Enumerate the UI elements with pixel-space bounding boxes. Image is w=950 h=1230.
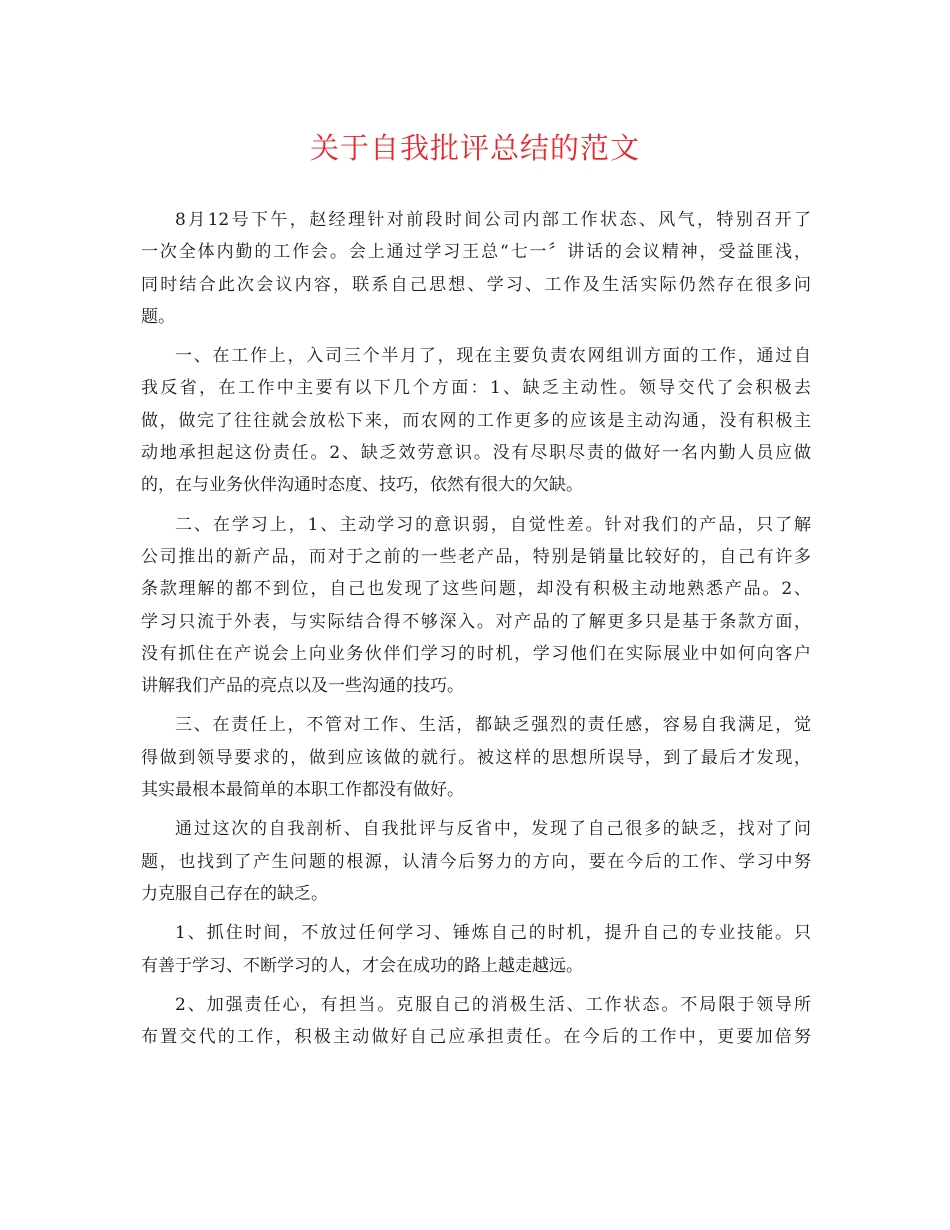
paragraph (141, 709, 811, 806)
paragraph-line: 条款理解的都不到位，自己也发现了这些问题，却没有积极主动地熟悉产品。2、 (141, 579, 811, 600)
paragraph (141, 989, 811, 1054)
paragraph (141, 340, 811, 501)
paragraph-line: 力克服自己存在的缺乏。 (141, 883, 328, 904)
paragraph (141, 813, 811, 910)
document-body (141, 204, 811, 1060)
paragraph-line: 我反省，在工作中主要有以下几个方面：1、缺乏主动性。领导交代了会积极去 (141, 378, 811, 399)
paragraph-line: 的，在与业务伙伴沟通时态度、技巧，依然有很大的欠缺。 (141, 475, 583, 496)
paragraph-line: 其实最根本最简单的本职工作都没有做好。 (141, 780, 464, 801)
paragraph-line: 布置交代的工作，积极主动做好自己应承担责任。在今后的工作中，更要加倍努 (141, 1027, 811, 1048)
paragraph-line: 题。 (141, 306, 175, 327)
paragraph-line: 做，做完了往往就会放松下来，而农网的工作更多的应该是主动沟通，没有积极主 (141, 410, 811, 431)
paragraph-line: 二、在学习上，1、主动学习的意识弱，自觉性差。针对我们的产品，只了解 (175, 514, 811, 535)
paragraph-line: 有善于学习、不断学习的人，才会在成功的路上越走越远。 (141, 955, 583, 976)
paragraph-line: 通过这次的自我剖析、自我批评与反省中，发现了自己很多的缺乏，找对了问 (175, 819, 811, 840)
paragraph-line: 一次全体内勤的工作会。会上通过学习王总“七一〞讲话的会议精神，受益匪浅， (141, 242, 811, 263)
paragraph-line: 没有抓住在产说会上向业务伙伴们学习的时机，学习他们在实际展业中如何向客户 (141, 643, 811, 664)
paragraph-line: 2、加强责任心，有担当。克服自己的消极生活、工作状态。不局限于领导所 (175, 994, 811, 1015)
paragraph-line: 三、在责任上，不管对工作、生活，都缺乏强烈的责任感，容易自我满足，觉 (175, 715, 811, 736)
paragraph-line: 得做到领导要求的，做到应该做的就行。被这样的思想所误导，到了最后才发现， (141, 747, 811, 768)
paragraph-line: 同时结合此次会议内容，联系自己思想、学习、工作及生活实际仍然存在很多问 (141, 274, 811, 295)
paragraph (141, 204, 811, 333)
paragraph-line: 题，也找到了产生问题的根源，认清今后努力的方向，要在今后的工作、学习中努 (141, 851, 811, 872)
paragraph (141, 917, 811, 982)
paragraph-line: 讲解我们产品的亮点以及一些沟通的技巧。 (141, 676, 464, 697)
paragraph-line: 动地承担起这份责任。2、缺乏效劳意识。没有尽职尽责的做好一名内勤人员应做 (141, 443, 811, 464)
paragraph-line: 学习只流于外表，与实际结合得不够深入。对产品的了解更多只是基于条款方面， (141, 611, 811, 632)
paragraph-line: 一、在工作上，入司三个半月了，现在主要负责农网组训方面的工作，通过自 (175, 346, 811, 367)
paragraph-line: 8月12号下午，赵经理针对前段时间公司内部工作状态、风气，特别召开了 (175, 210, 811, 230)
paragraph-line: 公司推出的新产品，而对于之前的一些老产品，特别是销量比较好的，自己有许多 (141, 546, 811, 567)
paragraph (141, 509, 811, 703)
paragraph-line: 1、抓住时间，不放过任何学习、锤炼自己的时机，提升自己的专业技能。只 (175, 923, 811, 944)
document-title: 关于自我批评总结的范文 (309, 131, 640, 165)
